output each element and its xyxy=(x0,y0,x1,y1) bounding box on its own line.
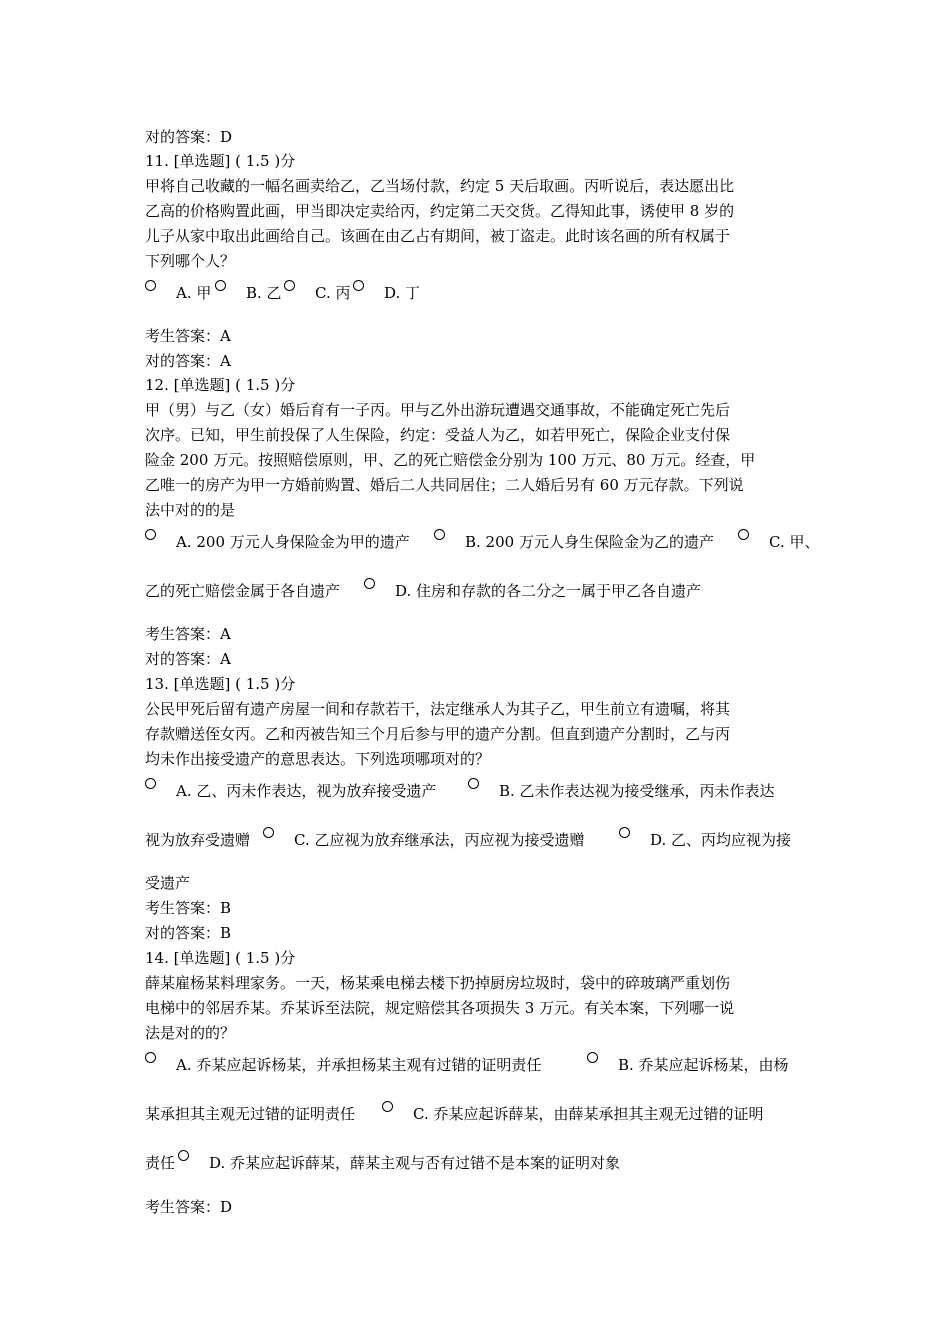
q13-option-b-label: B. 乙未作表达视为接受继承，丙未作表达 xyxy=(499,782,775,800)
q13-option-c-label: C. 乙应视为放弃继承法，丙应视为接受遗赠 xyxy=(294,831,585,849)
q11-option-b-label: B. 乙 xyxy=(246,284,282,302)
q14-option-c-label: C. 乔某应起诉薛某，由薛某承担其主观无过错的证明 xyxy=(413,1105,764,1123)
q13-option-d-radio[interactable] xyxy=(619,827,630,838)
q12-stem-line: 法中对的的是 xyxy=(145,501,236,519)
q11-option-b-radio[interactable] xyxy=(215,280,226,291)
q12-stem-line: 甲（男）与乙（女）婚后育有一子丙。甲与乙外出游玩遭遇交通事故，不能确定死亡先后 xyxy=(145,401,731,419)
q13-stem-line: 存款赠送侄女丙。乙和丙被告知三个月后参与甲的遗产分割。但直到遗产分割时，乙与丙 xyxy=(145,725,731,743)
q14-option-d-radio[interactable] xyxy=(178,1150,189,1161)
q12-option-a-label: A. 200 万元人身保险金为甲的遗产 xyxy=(176,533,410,551)
q12-student-answer: 考生答案：A xyxy=(145,625,231,643)
q14-stem-line: 薛某雇杨某料理家务。一天，杨某乘电梯去楼下扔掉厨房垃圾时，袋中的碎玻璃严重划伤 xyxy=(145,974,731,992)
q13-stem-line: 公民甲死后留有遗产房屋一间和存款若干，法定继承人为其子乙，甲生前立有遗嘱，将其 xyxy=(145,700,731,718)
q11-student-answer: 考生答案：A xyxy=(145,327,231,345)
q13-option-b-label-cont: 视为放弃受遗赠 xyxy=(145,831,251,849)
q13-option-d-label: D. 乙、丙均应视为接 xyxy=(650,831,792,849)
q11-header: 11. [单选题] ( 1.5 )分 xyxy=(145,152,296,170)
q12-stem-line: 险金 200 万元。按照赔偿原则，甲、乙的死亡赔偿金分别为 100 万元、80 万元。经查，甲 xyxy=(145,451,756,469)
q14-option-a-label: A. 乔某应起诉杨某，并承担杨某主观有过错的证明责任 xyxy=(176,1056,542,1074)
q13-option-a-label: A. 乙、丙未作表达，视为放弃接受遗产 xyxy=(176,782,437,800)
q14-stem-line: 法是对的的？ xyxy=(145,1024,236,1042)
q13-student-answer: 考生答案：B xyxy=(145,899,232,917)
q14-header: 14. [单选题] ( 1.5 )分 xyxy=(145,949,296,967)
q14-option-a-radio[interactable] xyxy=(145,1052,156,1063)
q14-stem-line: 电梯中的邻居乔某。乔某诉至法院，规定赔偿其各项损失 3 万元。有关本案，下列哪一说 xyxy=(145,999,735,1017)
q11-option-d-radio[interactable] xyxy=(353,280,364,291)
q12-header: 12. [单选题] ( 1.5 )分 xyxy=(145,376,296,394)
q13-header: 13. [单选题] ( 1.5 )分 xyxy=(145,675,296,693)
q14-option-d-label: D. 乔某应起诉薛某，薛某主观与否有过错不是本案的证明对象 xyxy=(209,1154,621,1172)
q12-option-c-radio[interactable] xyxy=(738,529,749,540)
previous-correct-answer: 对的答案：D xyxy=(145,128,233,146)
q14-option-b-radio[interactable] xyxy=(587,1052,598,1063)
q11-option-d-label: D. 丁 xyxy=(384,284,421,302)
q12-option-c-label: C. 甲、 xyxy=(769,533,820,551)
q14-option-c-label-cont: 责任 xyxy=(145,1154,176,1172)
q11-stem-line: 甲将自己收藏的一幅名画卖给乙，乙当场付款，约定 5 天后取画。丙听说后，表达愿出比 xyxy=(145,177,735,195)
q12-option-c-label-cont: 乙的死亡赔偿金属于各自遗产 xyxy=(145,582,341,600)
q12-option-a-radio[interactable] xyxy=(145,529,156,540)
q11-correct-answer: 对的答案：A xyxy=(145,352,231,370)
q14-option-b-label: B. 乔某应起诉杨某，由杨 xyxy=(618,1056,789,1074)
q11-option-c-radio[interactable] xyxy=(284,280,295,291)
q12-stem-line: 乙唯一的房产为甲一方婚前购置、婚后二人共同居住；二人婚后另有 60 万元存款。下列说 xyxy=(145,476,744,494)
q11-option-c-label: C. 丙 xyxy=(315,284,351,302)
q13-stem-line: 均未作出接受遗产的意思表达。下列选项哪项对的？ xyxy=(145,750,491,768)
q11-stem-line: 儿子从家中取出此画给自己。该画在由乙占有期间，被丁盗走。此时该名画的所有权属于 xyxy=(145,227,731,245)
q11-stem-line: 乙高的价格购置此画，甲当即决定卖给丙，约定第二天交货。乙得知此事，诱使甲 8 岁的 xyxy=(145,202,735,220)
q14-option-c-radio[interactable] xyxy=(382,1101,393,1112)
q12-option-d-label: D. 住房和存款的各二分之一属于甲乙各自遗产 xyxy=(395,582,702,600)
q12-option-b-label: B. 200 万元人身生保险金为乙的遗产 xyxy=(465,533,714,551)
q14-student-answer: 考生答案：D xyxy=(145,1198,233,1216)
q13-option-b-radio[interactable] xyxy=(468,778,479,789)
q11-option-a-radio[interactable] xyxy=(145,280,156,291)
q11-option-a-label: A. 甲 xyxy=(176,284,212,302)
q11-stem-line: 下列哪个人？ xyxy=(145,252,236,270)
q12-stem-line: 次序。已知，甲生前投保了人生保险，约定：受益人为乙，如若甲死亡，保险企业支付保 xyxy=(145,426,731,444)
q12-option-b-radio[interactable] xyxy=(434,529,445,540)
q14-option-b-label-cont: 某承担其主观无过错的证明责任 xyxy=(145,1105,356,1123)
q13-correct-answer: 对的答案：B xyxy=(145,924,232,942)
q13-option-a-radio[interactable] xyxy=(145,778,156,789)
q12-option-d-radio[interactable] xyxy=(364,578,375,589)
q12-correct-answer: 对的答案：A xyxy=(145,650,231,668)
q13-option-d-label-cont: 受遗产 xyxy=(145,874,191,892)
q13-option-c-radio[interactable] xyxy=(263,827,274,838)
